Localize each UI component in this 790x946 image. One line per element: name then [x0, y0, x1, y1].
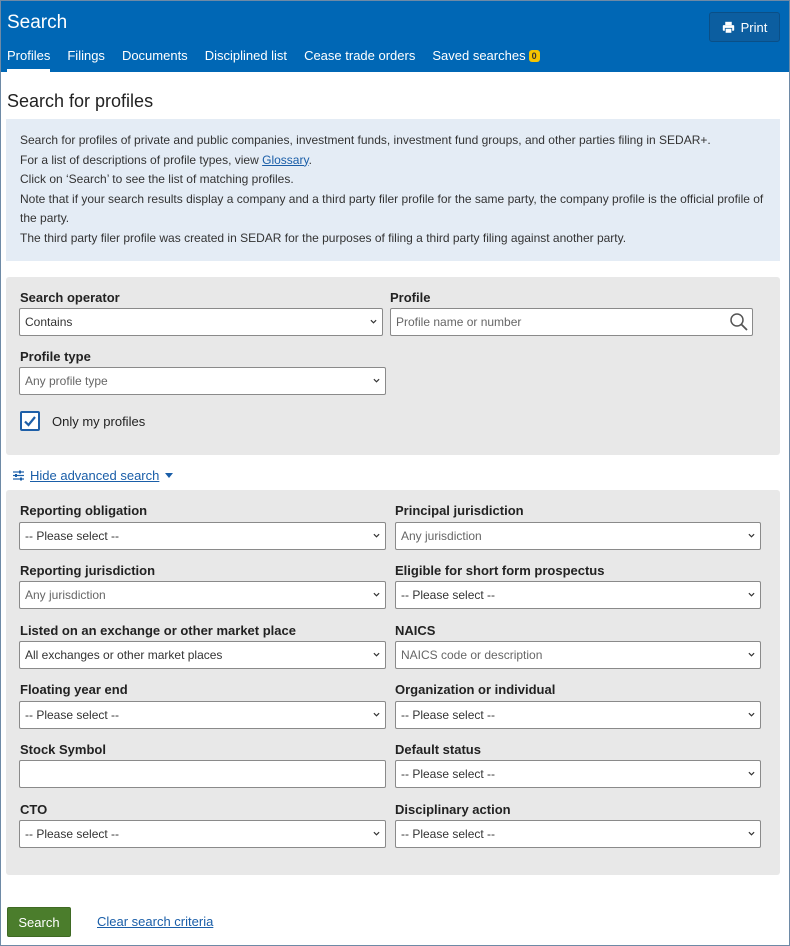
- checkmark-icon: [23, 414, 37, 428]
- info-line-3: Click on ‘Search’ to see the list of matching profiles.: [20, 172, 294, 186]
- print-button[interactable]: [709, 12, 780, 42]
- principal-jurisdiction-label: Principal jurisdiction: [395, 503, 524, 518]
- chevron-down-icon: [373, 377, 380, 384]
- glossary-link[interactable]: Glossary: [262, 152, 309, 167]
- caret-down-icon: [165, 473, 173, 479]
- default-status-select[interactable]: [395, 760, 761, 788]
- profile-type-placeholder: Any profile type: [25, 374, 108, 388]
- cto-select[interactable]: [19, 820, 386, 848]
- naics-label: NAICS: [395, 623, 436, 638]
- eligible-short-form-value: -- Please select --: [401, 588, 496, 602]
- page-title: Search for profiles: [7, 91, 154, 111]
- chevron-down-icon: [748, 770, 755, 777]
- org-or-individual-label: Organization or individual: [395, 682, 556, 697]
- print-label: Print: [740, 19, 768, 35]
- cto-label: CTO: [20, 802, 48, 817]
- stock-symbol-label: Stock Symbol: [20, 742, 106, 757]
- profile-type-label: Profile type: [20, 349, 91, 364]
- principal-jurisdiction-placeholder: Any jurisdiction: [401, 529, 482, 543]
- profile-label: Profile: [390, 290, 431, 305]
- tab-saved-searches-label: Saved searches: [432, 48, 526, 63]
- info-line-1: Search for profiles of private and public companies, investment funds, investment fund groups, and other parties filing in SEDAR+.: [20, 133, 711, 147]
- principal-jurisdiction-select[interactable]: [395, 522, 761, 550]
- cto-value: -- Please select --: [25, 827, 120, 841]
- chevron-down-icon: [748, 591, 755, 598]
- only-my-profiles-label: Only my profiles: [52, 414, 146, 429]
- floating-year-end-value: -- Please select --: [25, 708, 120, 722]
- saved-searches-count-badge: 0: [529, 50, 540, 62]
- reporting-obligation-label: Reporting obligation: [20, 503, 148, 518]
- tab-profiles[interactable]: Profiles: [7, 48, 50, 72]
- chevron-down-icon: [373, 711, 380, 718]
- search-icon[interactable]: [729, 312, 749, 332]
- chevron-down-icon: [373, 651, 380, 658]
- stock-symbol-input[interactable]: [19, 760, 386, 788]
- chevron-down-icon: [748, 651, 755, 658]
- hide-advanced-search-label: Hide advanced search: [30, 468, 160, 483]
- listed-exchange-value: All exchanges or other market places: [25, 648, 223, 662]
- profile-search-input[interactable]: [390, 308, 753, 336]
- info-line-2-text: For a list of descriptions of profile types, view: [20, 152, 263, 167]
- page-header-title: Search: [7, 12, 68, 33]
- printer-icon: [722, 21, 735, 34]
- org-or-individual-value: -- Please select --: [401, 708, 496, 722]
- disciplinary-action-value: -- Please select --: [401, 827, 496, 841]
- tab-documents[interactable]: Documents: [121, 48, 188, 63]
- info-line-2-suffix: .: [308, 152, 312, 167]
- tab-cease-trade-orders[interactable]: Cease trade orders: [304, 48, 416, 63]
- profile-input-placeholder: Profile name or number: [396, 315, 522, 329]
- naics-placeholder: NAICS code or description: [401, 648, 543, 662]
- disciplinary-action-select[interactable]: [395, 820, 761, 848]
- chevron-down-icon: [373, 532, 380, 539]
- sliders-icon: [13, 470, 24, 481]
- eligible-short-form-select[interactable]: [395, 581, 761, 609]
- reporting-obligation-select[interactable]: [19, 522, 386, 550]
- header-bar: [1, 1, 789, 72]
- chevron-down-icon: [748, 711, 755, 718]
- floating-year-end-select[interactable]: [19, 701, 386, 729]
- search-operator-select[interactable]: [19, 308, 383, 336]
- profile-type-select[interactable]: [19, 367, 386, 395]
- reporting-jurisdiction-placeholder: Any jurisdiction: [25, 588, 106, 602]
- tab-saved-searches[interactable]: [432, 48, 539, 72]
- chevron-down-icon: [748, 532, 755, 539]
- info-line-2: [20, 151, 766, 171]
- search-button[interactable]: Search: [7, 907, 71, 937]
- clear-search-criteria-link[interactable]: Clear search criteria: [97, 914, 214, 929]
- chevron-down-icon: [370, 318, 377, 325]
- eligible-short-form-label: Eligible for short form prospectus: [395, 563, 605, 578]
- info-box: [6, 119, 780, 261]
- info-line-4: Note that if your search results display a company and a third party filer profile for the same party, the company profile is the official profile of the party.: [20, 191, 764, 225]
- reporting-jurisdiction-label: Reporting jurisdiction: [20, 563, 156, 578]
- reporting-obligation-value: -- Please select --: [25, 529, 120, 543]
- disciplinary-action-label: Disciplinary action: [395, 802, 511, 817]
- only-my-profiles-checkbox[interactable]: [20, 411, 40, 431]
- hide-advanced-search-toggle[interactable]: [13, 468, 173, 483]
- floating-year-end-label: Floating year end: [20, 682, 128, 697]
- listed-exchange-select[interactable]: [19, 641, 386, 669]
- search-operator-value: Contains: [25, 315, 73, 329]
- info-line-5: The third party filer profile was created in SEDAR for the purposes of filing a third party filing against another party.: [20, 230, 627, 245]
- default-status-label: Default status: [395, 742, 481, 757]
- org-or-individual-select[interactable]: [395, 701, 761, 729]
- search-operator-label: Search operator: [20, 290, 120, 305]
- tab-disciplined-list[interactable]: Disciplined list: [204, 48, 288, 63]
- chevron-down-icon: [373, 591, 380, 598]
- default-status-value: -- Please select --: [401, 767, 496, 781]
- naics-select[interactable]: [395, 641, 761, 669]
- tab-bar: [7, 48, 557, 72]
- chevron-down-icon: [373, 830, 380, 837]
- reporting-jurisdiction-select[interactable]: [19, 581, 386, 609]
- chevron-down-icon: [748, 830, 755, 837]
- tab-filings[interactable]: Filings: [67, 48, 105, 63]
- listed-exchange-label: Listed on an exchange or other market place: [20, 623, 296, 638]
